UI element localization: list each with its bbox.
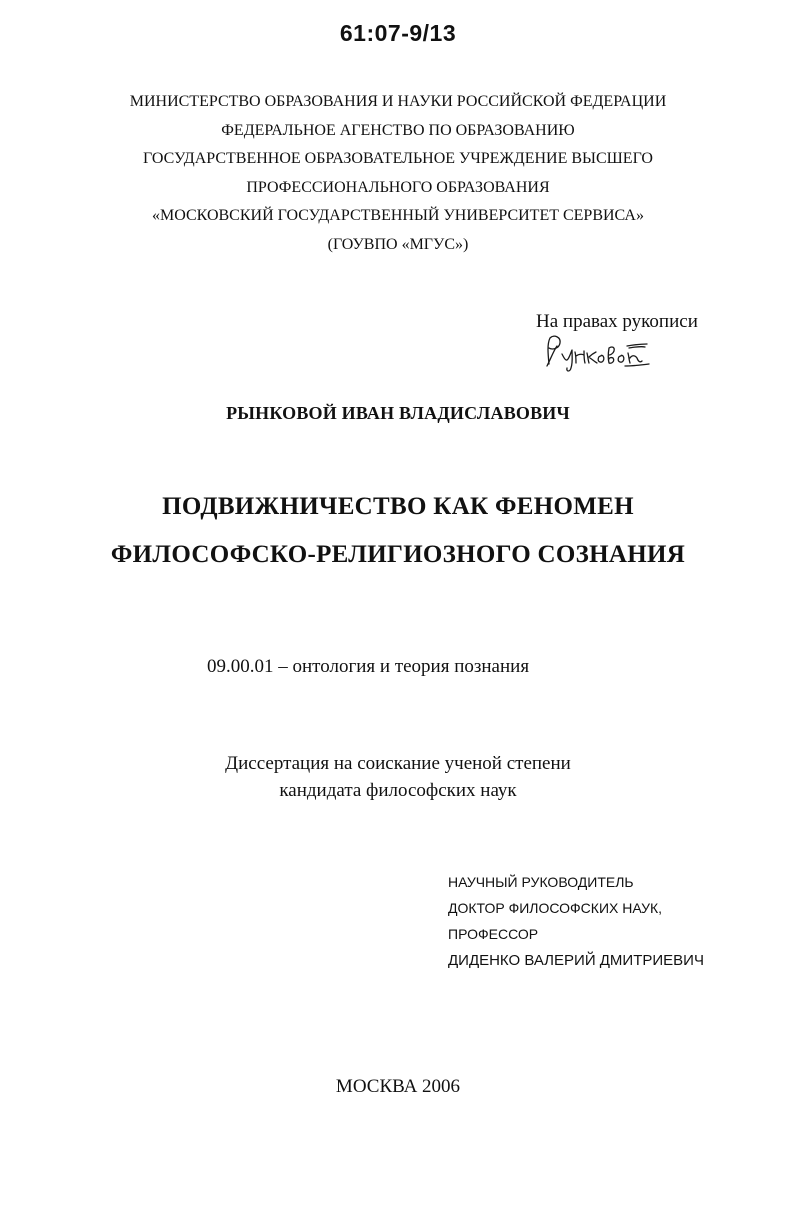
institution-line-agency: ФЕДЕРАЛЬНОЕ АГЕНСТВО ПО ОБРАЗОВАНИЮ [221, 121, 575, 139]
advisor-degree: ДОКТОР ФИЛОСОФСКИХ НАУК, [448, 900, 663, 916]
degree-line-2: кандидата философских наук [279, 780, 517, 801]
advisor-role: НАУЧНЫЙ РУКОВОДИТЕЛЬ [448, 874, 634, 890]
manuscript-rights-note: На правах рукописи [536, 311, 698, 332]
advisor-rank: ПРОФЕССОР [448, 926, 539, 942]
institution-line-university: «МОСКОВСКИЙ ГОСУДАРСТВЕННЫЙ УНИВЕРСИТЕТ СЕРВИСА» [152, 207, 644, 224]
institution-line-ministry: МИНИСТЕРСТВО ОБРАЗОВАНИЯ И НАУКИ РОССИЙСКОЙ ФЕДЕРАЦИИ [129, 93, 667, 110]
title-line-2: ФИЛОСОФСКО-РЕЛИГИОЗНОГО СОЗНАНИЯ [110, 541, 686, 568]
call-number: 61:07-9/13 [339, 20, 457, 46]
handwritten-signature [541, 328, 651, 376]
city-year: МОСКВА 2006 [335, 1076, 461, 1097]
scientific-advisor-block [448, 869, 704, 974]
advisor-name: ДИДЕНКО ВАЛЕРИЙ ДМИТРИЕВИЧ [448, 952, 704, 969]
dissertation-title [0, 483, 796, 579]
title-line-1: ПОДВИЖНИЧЕСТВО КАК ФЕНОМЕН [162, 493, 634, 520]
author-name: РЫНКОВОЙ ИВАН ВЛАДИСЛАВОВИЧ [226, 403, 570, 423]
degree-line-1: Диссертация на соискание ученой степени [225, 753, 571, 774]
institution-block [0, 88, 796, 259]
specialty-code: 09.00.01 – онтология и теория познания [207, 656, 530, 677]
institution-line-type: ГОСУДАРСТВЕННОЕ ОБРАЗОВАТЕЛЬНОЕ УЧРЕЖДЕНИЕ ВЫСШЕГО [143, 150, 653, 167]
degree-statement [0, 750, 796, 804]
institution-line-type-cont: ПРОФЕССИОНАЛЬНОГО ОБРАЗОВАНИЯ [246, 178, 550, 196]
institution-line-abbrev: (ГОУВПО «МГУС») [327, 235, 469, 253]
